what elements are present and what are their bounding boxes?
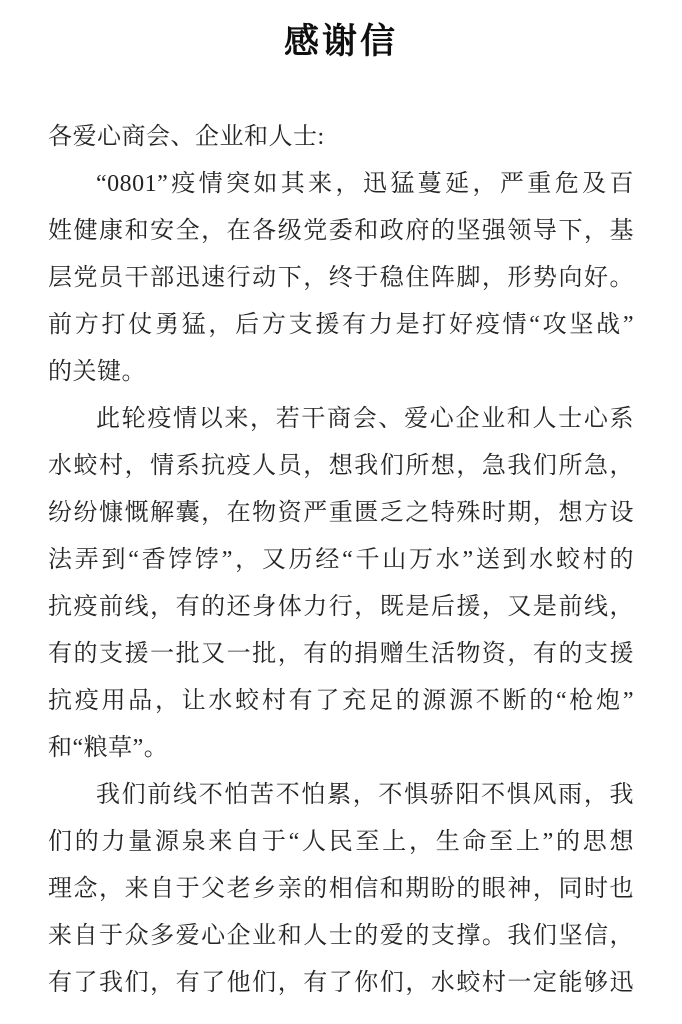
body-line: 有了我们，有了他们，有了你们，水蛟村一定能够迅	[48, 970, 634, 996]
body-line: 和“粮草”。	[48, 735, 169, 761]
body-line: 有的支援一批又一批，有的捐赠生活物资，有的支援	[48, 641, 634, 667]
body-line: 理念，来自于父老乡亲的相信和期盼的眼神，同时也	[48, 876, 634, 902]
body-line: 来自于众多爱心企业和人士的爱的支撑。我们坚信，	[48, 923, 634, 949]
body-line: 们的力量源泉来自于“人民至上，生命至上”的思想	[48, 829, 634, 855]
body-line: 前方打仗勇猛，后方支援有力是打好疫情“攻坚战”	[48, 312, 634, 338]
body-line: “0801”疫情突如其来，迅猛蔓延，严重危及百	[96, 171, 634, 197]
body-line: 水蛟村，情系抗疫人员，想我们所想，急我们所急，	[48, 453, 634, 479]
body-line: 抗疫前线，有的还身体力行，既是后援，又是前线，	[48, 594, 634, 620]
body-line: 法弄到“香饽饽”，又历经“千山万水”送到水蛟村的	[48, 547, 634, 573]
body-line: 此轮疫情以来，若干商会、爱心企业和人士心系	[96, 406, 634, 432]
body-line: 纷纷慷慨解囊，在物资严重匮乏之特殊时期，想方设	[48, 500, 634, 526]
salutation-line: 各爱心商会、企业和人士:	[48, 124, 325, 150]
letter-body	[48, 114, 634, 1007]
body-line: 层党员干部迅速行动下，终于稳住阵脚，形势向好。	[48, 265, 634, 291]
letter-title: 感谢信	[283, 22, 398, 61]
body-line: 姓健康和安全，在各级党委和政府的坚强领导下，基	[48, 218, 634, 244]
body-line: 抗疫用品，让水蛟村有了充足的源源不断的“枪炮”	[48, 688, 634, 714]
body-line: 我们前线不怕苦不怕累，不惧骄阳不惧风雨，我	[96, 782, 634, 808]
body-line: 的关键。	[48, 359, 146, 385]
